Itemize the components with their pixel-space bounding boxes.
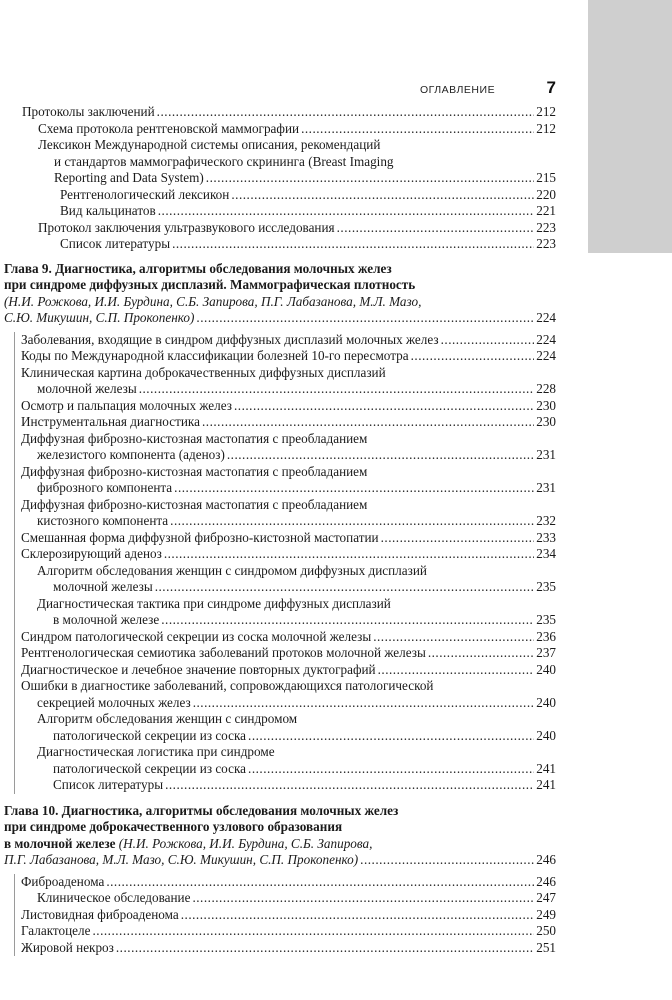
toc-entry[interactable]: Клиническая картина доброкачественных диффузных дисплазий молочной железы ..... 228	[14, 365, 556, 398]
table-of-contents	[0, 104, 556, 956]
toc-entry[interactable]: Рентгенологическая семиотика заболеваний протоков молочной железы ..... 237	[14, 645, 556, 662]
entry-page: 235	[536, 612, 556, 627]
toc-entry[interactable]: Лексикон Международной системы описания, рекомендаций и стандартов маммографического скрининга (Breast Imaging Reporting and Data System) ..... 215	[38, 137, 556, 187]
entry-page: 241	[536, 777, 556, 792]
chapter-title-line: при синдроме диффузных дисплазий. Маммографическая плотность	[4, 277, 416, 292]
entry-page: 224	[536, 348, 556, 363]
entry-page: 240	[536, 694, 556, 710]
toc-entry[interactable]: Жировой некроз ..... 251	[14, 940, 556, 957]
toc-entry[interactable]: Синдром патологической секреции из соска молочной железы ..... 236	[14, 629, 556, 646]
toc-entry[interactable]: Список литературы ..... 223	[60, 236, 556, 253]
toc-entry[interactable]: Диффузная фиброзно-кистозная мастопатия с преобладанием фиброзного компонента ..... 231	[14, 464, 556, 497]
entry-page: 249	[536, 906, 556, 922]
toc-entry[interactable]: Клиническое обследование ..... 247	[14, 890, 556, 907]
entry-page: 230	[536, 414, 556, 429]
chapter-page: 224	[536, 310, 556, 325]
toc-entry[interactable]: Протоколы заключений ..... 212	[22, 104, 556, 121]
entry-page: 246	[536, 873, 556, 889]
entry-page: 224	[536, 331, 556, 347]
entry-page: 233	[536, 529, 556, 545]
toc-entry[interactable]: Листовидная фиброаденома ..... 249	[14, 907, 556, 924]
chapter-authors: (Н.И. Рожкова, И.И. Бурдина, С.Б. Запирова, П.Г. Лабазанова, М.Л. Мазо,	[4, 293, 422, 309]
entry-page: 223	[536, 236, 556, 251]
toc-entry[interactable]: Схема протокола рентгеновской маммографии ..... 212	[38, 121, 556, 138]
toc-entry[interactable]: Осмотр и пальпация молочных желез ..... 230	[14, 398, 556, 415]
toc-entry[interactable]: Диагностическая логистика при синдроме патологической секреции из соска ..... 241	[14, 744, 556, 777]
entry-page: 235	[536, 579, 556, 594]
running-head-title: ОГЛАВЛЕНИЕ	[420, 84, 496, 96]
toc-entry[interactable]: Ошибки в диагностике заболеваний, сопровождающихся патологической секрецией молочных желез ..... 240	[14, 678, 556, 711]
chapter-title-line: при синдроме доброкачественного узлового образования	[4, 819, 343, 834]
entry-page: 228	[536, 381, 556, 396]
toc-entry[interactable]: Галактоцеле ..... 250	[14, 923, 556, 940]
chapter-authors: П.Г. Лабазанова, М.Л. Мазо, С.Ю. Микушин, С.П. Прокопенко)	[4, 852, 359, 867]
chapter-authors: (Н.И. Рожкова, И.И. Бурдина, С.Б. Запирова,	[118, 835, 373, 851]
entry-page: 231	[536, 480, 556, 495]
toc-entry[interactable]: Алгоритм обследования женщин с синдромом патологической секреции из соска ..... 240	[14, 711, 556, 744]
entry-page: 223	[536, 219, 556, 235]
chapter-title-line: в молочной железе	[4, 835, 116, 851]
entry-page: 234	[536, 546, 556, 561]
toc-entry[interactable]: Фиброаденома ..... 246	[14, 874, 556, 891]
entry-page: 250	[536, 923, 556, 938]
entry-page: 241	[536, 760, 556, 776]
toc-entry[interactable]: Диффузная фиброзно-кистозная мастопатия с преобладанием железистого компонента (аденоз) ..... 231	[14, 431, 556, 464]
toc-entry[interactable]: Склерозирующий аденоз ..... 234	[14, 546, 556, 563]
entry-page: 240	[536, 661, 556, 677]
entry-page: 220	[536, 186, 556, 202]
toc-entry[interactable]: Диагностическое и лечебное значение повторных дуктографий ..... 240	[14, 662, 556, 679]
toc-entry[interactable]: Диагностическая тактика при синдроме диффузных дисплазий в молочной железе ..... 235	[14, 596, 556, 629]
thumb-index-tab	[588, 0, 672, 253]
toc-entry[interactable]: Коды по Международной классификации болезней 10-го пересмотра ..... 224	[14, 348, 556, 365]
toc-entry[interactable]: Список литературы ..... 241	[14, 777, 556, 794]
page-number: 7	[546, 78, 556, 97]
entry-page: 212	[536, 104, 556, 119]
entry-page: 237	[536, 645, 556, 660]
chapter-10-heading[interactable]	[4, 803, 556, 869]
chapter-title-line: Глава 9. Диагностика, алгоритмы обследования молочных желез	[4, 260, 392, 276]
toc-entry[interactable]: Смешанная форма диффузной фиброзно-кистозной мастопатии ..... 233	[14, 530, 556, 547]
chapter-9-heading[interactable]	[4, 261, 556, 327]
toc-entry[interactable]: Инструментальная диагностика ..... 230	[14, 414, 556, 431]
toc-entry[interactable]: Вид кальцинатов ..... 221	[60, 203, 556, 220]
entry-page: 251	[536, 939, 556, 955]
entry-page: 230	[536, 397, 556, 413]
toc-entry[interactable]: Заболевания, входящие в синдром диффузных дисплазий молочных желез ..... 224	[14, 332, 556, 349]
chapter-authors: С.Ю. Микушин, С.П. Прокопенко)	[4, 310, 195, 325]
chapter-title-line: Глава 10. Диагностика, алгоритмы обследования молочных желез	[4, 802, 399, 818]
running-head	[420, 78, 556, 102]
entry-page: 221	[536, 203, 556, 218]
chapter-page: 246	[536, 852, 556, 867]
toc-entry[interactable]: Протокол заключения ультразвукового исследования ..... 223	[38, 220, 556, 237]
entry-page: 215	[536, 170, 556, 185]
entry-page: 232	[536, 513, 556, 528]
entry-page: 236	[536, 628, 556, 644]
toc-entry[interactable]: Диффузная фиброзно-кистозная мастопатия с преобладанием кистозного компонента ..... 232	[14, 497, 556, 530]
toc-entry[interactable]: Алгоритм обследования женщин с синдромом диффузных дисплазий молочной железы ..... 235	[14, 563, 556, 596]
entry-page: 231	[536, 447, 556, 462]
entry-page: 212	[536, 120, 556, 136]
toc-entry[interactable]: Рентгенологический лексикон ..... 220	[60, 187, 556, 204]
entry-page: 247	[536, 890, 556, 905]
entry-page: 240	[536, 727, 556, 743]
